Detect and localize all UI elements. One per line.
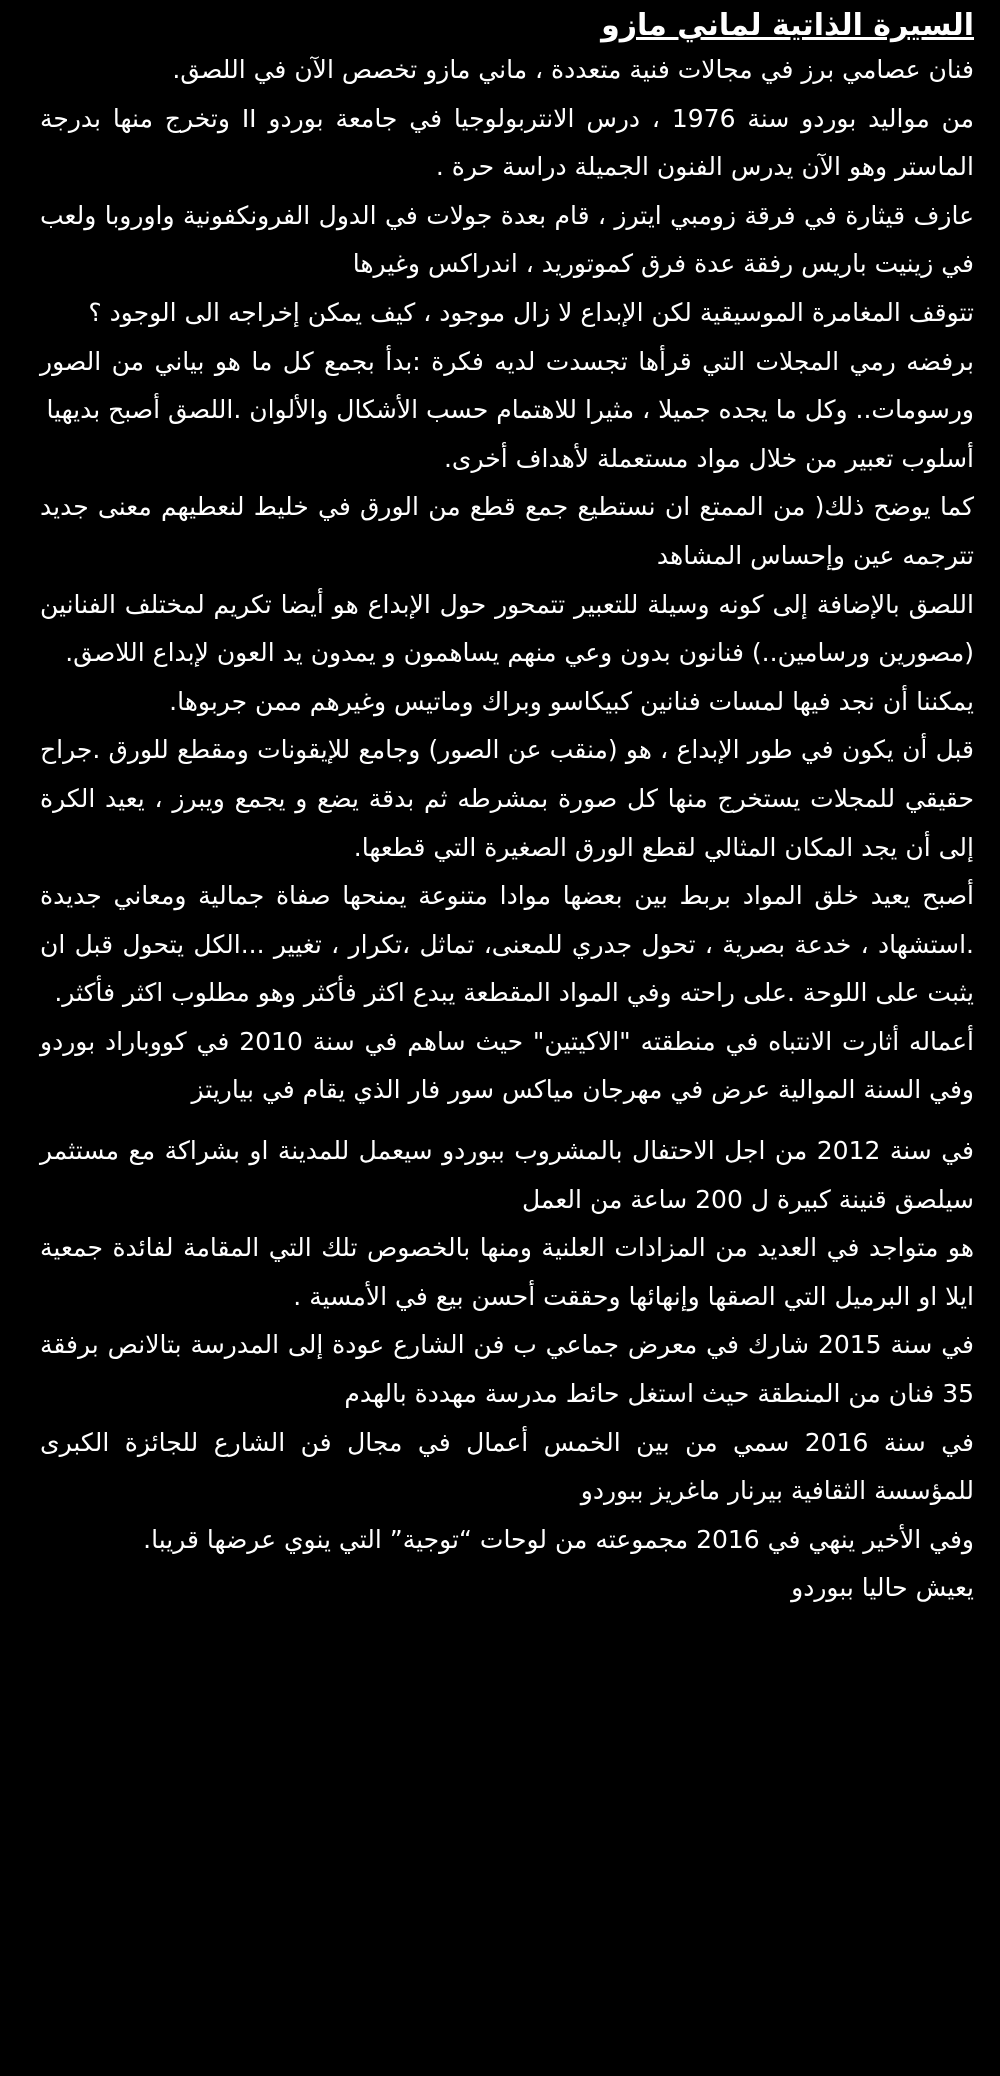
paragraph-birth-education: من مواليد بوردو سنة 1976 ، درس الانتربولوجيا في جامعة بوردو II وتخرج منها بدرجة الماستر وهو الآن يدرس الفنون الجميلة دراسة حرة . — [40, 103, 975, 182]
paragraph-2016-collection: وفي الأخير ينهي في 2016 مجموعته من لوحات “توجية” التي ينوي عرضها قريبا. — [143, 1524, 974, 1554]
paragraph-current-residence: يعيش حاليا ببوردو — [791, 1573, 974, 1603]
paragraph-aquitaine-2010: أعماله أثارت الانتباه في منطقته "الاكيتين" حيث ساهم في سنة 2010 في كووباراد بوردو وفي السنة الموالية عرض في مهرجان مياكس سور فار الذي يقام في بياريتز — [40, 1026, 974, 1105]
paragraph-auctions: هو متواجد في العديد من المزادات العلنية ومنها بالخصوص تلك التي المقامة لفائدة جمعية ايلا او البرميل التي الصقها وإنهائها وحققت أحسن بيع في الأمسية . — [40, 1233, 974, 1311]
paragraph-2015-exhibition: في سنة 2015 شارك في معرض جماعي ب فن الشارع عودة إلى المدرسة بتالانص برفقة 35 فنان من المنطقة حيث استغل حائط مدرسة مهددة بالهدم — [40, 1330, 975, 1409]
paragraph-image-hunter: قبل أن يكون في طور الإبداع ، هو (منقب عن الصور) وجامع للإيقونات ومقطع للورق .جراح حقيقي للمجلات يستخرج منها كل صورة بمشرطه ثم بدقة يضع و يجمع ويبرز ، يعيد الكرة إلى أن يجد المكان المثالي لقطع الورق الصغيرة التي قطعها. — [40, 735, 974, 862]
document-title: السيرة الذاتية لماني مازو — [601, 8, 974, 43]
paragraph-2016-prize: في سنة 2016 سمي من بين الخمس أعمال في مجال فن الشارع للجائزة الكبرى للمؤسسة الثقافية بيرنار ماغريز ببوردو — [40, 1427, 975, 1506]
paragraph-collage-tribute: اللصق بالإضافة إلى كونه وسيلة للتعبير تتمحور حول الإبداع هو أيضا تكريم لمختلف الفنانين (مصورين ورسامين..) فنانون بدون وعي منهم يساهمون و يمدون يد العون لإبداع اللاصق. — [40, 589, 974, 668]
paragraph-quote: كما يوضح ذلك( من الممتع ان نستطيع جمع قطع من الورق في خليط لنعطيهم معنى جديد تترجمه عين وإحساس المشاهد — [40, 492, 974, 570]
paragraph-magazines-idea: برفضه رمي المجلات التي قرأها تجسدت لديه فكرة :بدأ بجمع كل ما هو بياني من الصور ورسومات.. وكل ما يجده جميلا ، مثيرا للاهتمام حسب الأشكال والألوان .اللصق أصبح بديهيا — [40, 346, 974, 425]
paragraph-guitarist: عازف قيثارة في فرقة زومبي ايترز ، قام بعدة جولات في الدول الفرونكفونية واوروبا ولعب في زينيت باريس رفقة عدة فرق كموتوريد ، اندراكس وغيرها — [40, 200, 974, 279]
paragraph-music-adventure: تتوقف المغامرة الموسيقية لكن الإبداع لا زال موجود ، كيف يمكن إخراجه الى الوجود ؟ — [88, 297, 974, 327]
paragraph-recreating-materials: أصبح يعيد خلق المواد بربط بين بعضها موادا متنوعة يمنحها صفاة جمالية ومعاني جديدة .استشهاد ، خدعة بصرية ، تحول جدري للمعنى، تماثل ،تكرار ، تغيير ...الكل يتحول قبل ان يثبت على اللوحة .على راحته وفي المواد المقطعة يبدع اكثر فأكثر وهو مطلوب اكثر فأكثر. — [40, 881, 974, 1008]
paragraph-expression-style: أسلوب تعبير من خلال مواد مستعملة لأهداف أخرى. — [443, 443, 974, 473]
paragraph-intro: فنان عصامي برز في مجالات فنية متعددة ، ماني مازو تخصص الآن في اللصق. — [172, 55, 974, 84]
paragraph-2012-bottle: في سنة 2012 من اجل الاحتفال بالمشروب ببوردو سيعمل للمدينة او بشراكة مع مستثمر سيلصق قنينة كبيرة ل 200 ساعة من العمل — [40, 1136, 974, 1214]
paragraph-influences: يمكننا أن نجد فيها لمسات فنانين كبيكاسو وبراك وماتيس وغيرهم ممن جربوها. — [169, 686, 974, 716]
